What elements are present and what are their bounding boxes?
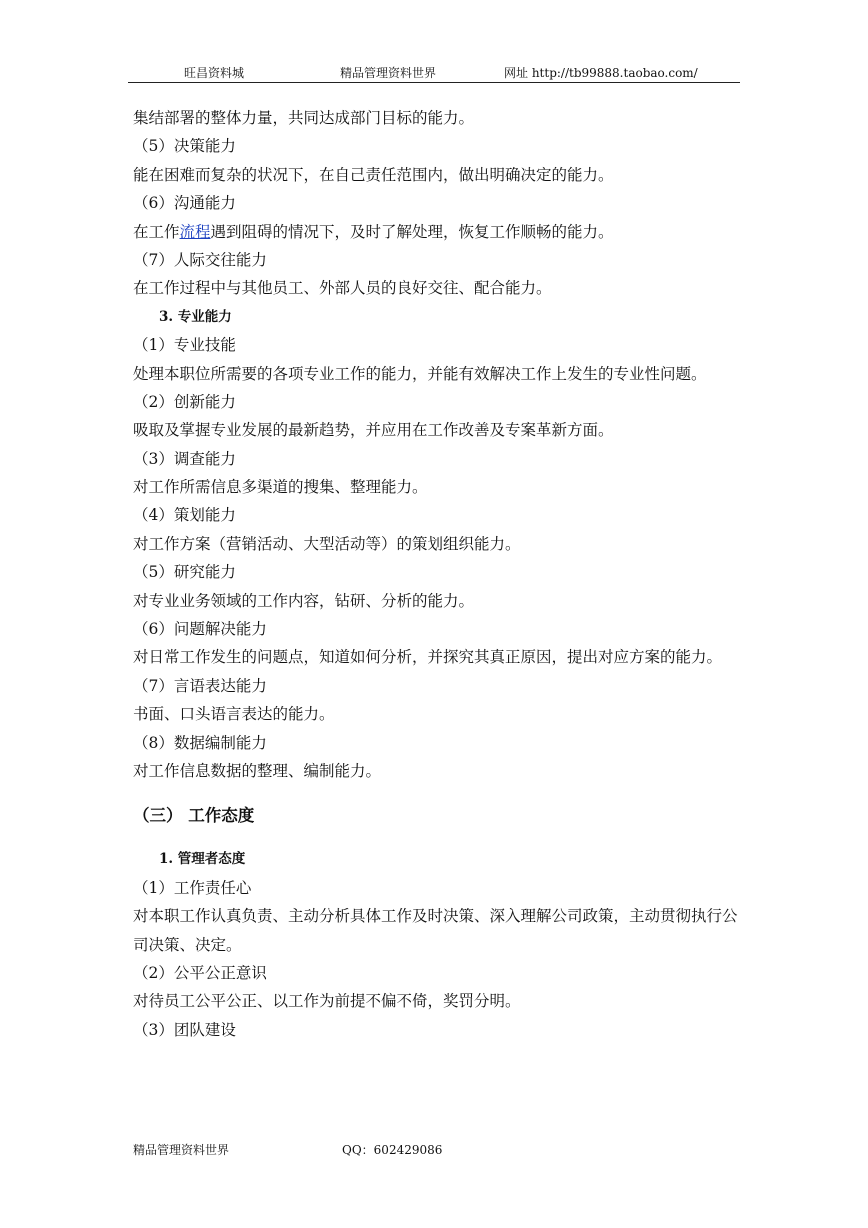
header-url: 网址 http://tb99888.taobao.com/ xyxy=(504,66,698,80)
item-heading: （6）问题解决能力 xyxy=(133,620,267,639)
section-heading: （三） 工作态度 xyxy=(133,806,255,826)
item-heading: （5）决策能力 xyxy=(133,137,236,156)
paragraph: 吸取及掌握专业发展的最新趋势，并应用在工作改善及专案革新方面。 xyxy=(133,421,614,440)
item-heading: （6）沟通能力 xyxy=(133,194,236,213)
paragraph: 书面、口头语言表达的能力。 xyxy=(133,705,335,724)
page-header xyxy=(128,60,740,83)
item-heading: （2）公平公正意识 xyxy=(133,964,267,982)
item-heading: （1）专业技能 xyxy=(133,336,236,355)
paragraph: 处理本职位所需要的各项专业工作的能力，并能有效解决工作上发生的专业性问题。 xyxy=(133,364,707,383)
paragraph: 对专业业务领域的工作内容，钻研、分析的能力。 xyxy=(133,591,475,610)
item-heading: （5）研究能力 xyxy=(133,563,236,582)
text: 遇到阻碍的情况下，及时了解处理，恢复工作顺畅的能力。 xyxy=(210,222,614,241)
paragraph: 对日常工作发生的问题点，知道如何分析，并探究其真正原因，提出对应方案的能力。 xyxy=(133,648,723,667)
paragraph: 对工作方案（营销活动、大型活动等）的策划组织能力。 xyxy=(133,534,521,553)
item-heading: （3）团队建设 xyxy=(133,1020,236,1039)
item-heading: （1）工作责任心 xyxy=(133,878,252,897)
item-heading: （2）创新能力 xyxy=(133,392,236,411)
footer-title: 精品管理资料世界 xyxy=(133,1143,230,1157)
item-heading: （3）调查能力 xyxy=(133,449,236,468)
paragraph: 对工作所需信息多渠道的搜集、整理能力。 xyxy=(133,478,428,497)
footer-qq: QQ：602429086 xyxy=(342,1143,443,1157)
paragraph: 在工作过程中与其他员工、外部人员的良好交往、配合能力。 xyxy=(133,279,552,298)
paragraph: 集结部署的整体力量，共同达成部门目标的能力。 xyxy=(133,109,475,127)
header-site-name: 旺昌资料城 xyxy=(184,66,245,80)
paragraph: 对本职工作认真负责、主动分析具体工作及时决策、深入理解公司政策，主动贯彻执行公司决策、决定。 xyxy=(133,907,738,954)
paragraph: 对工作信息数据的整理、编制能力。 xyxy=(133,762,382,781)
spacer xyxy=(133,833,748,845)
process-link[interactable]: 流程 xyxy=(179,222,211,241)
paragraph xyxy=(133,218,748,246)
subsection-heading: 3. 专业能力 xyxy=(159,308,232,325)
item-heading: （7）人际交往能力 xyxy=(133,250,267,269)
item-heading: （8）数据编制能力 xyxy=(133,733,267,752)
paragraph: 对待员工公平公正、以工作为前提不偏不倚，奖罚分明。 xyxy=(133,992,521,1011)
paragraph: 能在困难而复杂的状况下，在自己责任范围内，做出明确决定的能力。 xyxy=(133,165,614,184)
document-body xyxy=(133,104,748,1044)
subsection-heading: 1. 管理者态度 xyxy=(159,851,246,868)
text: 在工作 xyxy=(133,222,180,241)
header-title: 精品管理资料世界 xyxy=(340,66,437,80)
item-heading: （4）策划能力 xyxy=(133,506,236,525)
item-heading: （7）言语表达能力 xyxy=(133,676,267,695)
